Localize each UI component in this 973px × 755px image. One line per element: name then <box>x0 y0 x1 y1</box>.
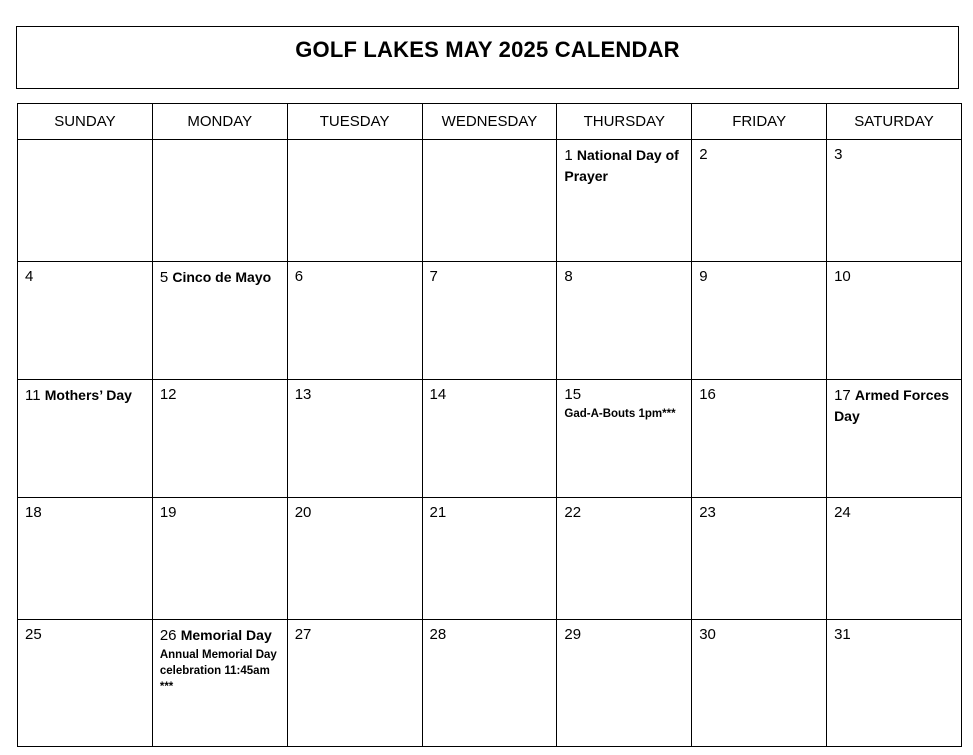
day-number: 16 <box>699 386 716 403</box>
event-label: National Day of Prayer <box>564 147 679 184</box>
day-number: 1 <box>564 147 573 164</box>
calendar-day-cell <box>18 498 153 620</box>
day-number: 28 <box>429 626 447 643</box>
calendar-week-row <box>18 498 962 620</box>
calendar-day-cell <box>18 620 153 747</box>
calendar-day-cell <box>18 262 153 380</box>
weekday-header: MONDAY <box>152 104 287 140</box>
page-title: GOLF LAKES MAY 2025 CALENDAR <box>295 37 680 62</box>
day-number: 30 <box>699 626 716 643</box>
calendar-day-cell <box>287 262 422 380</box>
calendar-week-row <box>18 620 962 747</box>
day-number: 20 <box>294 504 312 521</box>
day-number: 9 <box>699 268 708 285</box>
calendar-day-cell <box>692 620 827 747</box>
day-number: 19 <box>159 504 177 521</box>
calendar-day-cell <box>152 380 287 498</box>
calendar-day-cell <box>152 498 287 620</box>
calendar-day-cell <box>557 140 692 262</box>
calendar-day-cell <box>692 498 827 620</box>
day-number: 18 <box>25 504 42 521</box>
day-number: 27 <box>294 626 312 643</box>
title-box <box>16 26 959 89</box>
day-number: 23 <box>699 504 716 521</box>
calendar-day-cell <box>827 498 962 620</box>
calendar-day-cell <box>152 262 287 380</box>
event-detail: Annual Memorial Day celebration 11:45am *** <box>159 649 277 693</box>
calendar-weeks <box>18 140 962 747</box>
weekday-header: SATURDAY <box>827 104 962 140</box>
calendar-day-cell <box>692 140 827 262</box>
calendar-week-row <box>18 262 962 380</box>
calendar-day-cell <box>557 380 692 498</box>
calendar-week-row <box>18 140 962 262</box>
calendar-day-cell <box>692 380 827 498</box>
day-number: 5 <box>159 269 169 286</box>
calendar-day-cell <box>287 498 422 620</box>
day-number: 24 <box>834 504 851 521</box>
day-number: 31 <box>834 626 851 643</box>
calendar-day-cell <box>422 380 557 498</box>
day-number: 11 <box>25 387 41 404</box>
day-number: 14 <box>429 386 447 403</box>
day-number: 26 <box>159 627 177 644</box>
calendar-grid <box>17 103 962 747</box>
day-number: 21 <box>429 504 447 521</box>
day-number: 6 <box>294 268 304 285</box>
calendar-day-cell <box>827 140 962 262</box>
day-number: 4 <box>25 268 34 285</box>
day-number: 22 <box>564 504 582 521</box>
weekday-header: TUESDAY <box>287 104 422 140</box>
calendar-day-cell <box>422 140 557 262</box>
calendar-day-cell <box>152 140 287 262</box>
calendar-day-cell <box>287 140 422 262</box>
event-label: Armed Forces Day <box>834 387 950 424</box>
calendar-week-row <box>18 380 962 498</box>
day-number: 17 <box>834 387 851 404</box>
day-number: 10 <box>834 268 851 285</box>
calendar-day-cell <box>827 380 962 498</box>
day-number: 2 <box>699 146 708 163</box>
calendar-day-cell <box>152 620 287 747</box>
calendar-day-cell <box>422 620 557 747</box>
day-number: 13 <box>294 386 312 403</box>
weekday-header: SUNDAY <box>18 104 153 140</box>
calendar-day-cell <box>422 498 557 620</box>
day-number: 25 <box>25 626 42 643</box>
calendar-day-cell <box>557 498 692 620</box>
day-number: 3 <box>834 146 843 163</box>
event-detail: Gad-A-Bouts 1pm*** <box>564 408 676 420</box>
day-number: 7 <box>429 268 438 285</box>
calendar-day-cell <box>18 140 153 262</box>
calendar-day-cell <box>422 262 557 380</box>
calendar-day-cell <box>692 262 827 380</box>
calendar-day-cell <box>287 380 422 498</box>
day-number: 29 <box>564 626 582 643</box>
weekday-header: THURSDAY <box>557 104 692 140</box>
calendar-day-cell <box>557 262 692 380</box>
day-number: 8 <box>564 268 573 285</box>
event-label: Mothers’ Day <box>44 387 132 403</box>
weekday-header: FRIDAY <box>692 104 827 140</box>
calendar-day-cell <box>827 262 962 380</box>
event-label: Memorial Day <box>180 627 272 643</box>
calendar-day-cell <box>18 380 153 498</box>
day-number: 15 <box>564 386 582 403</box>
event-label: Cinco de Mayo <box>172 269 272 285</box>
weekday-header-row <box>18 104 962 140</box>
weekday-header: WEDNESDAY <box>422 104 557 140</box>
day-number: 12 <box>159 386 177 403</box>
calendar-day-cell <box>827 620 962 747</box>
calendar-day-cell <box>287 620 422 747</box>
calendar-day-cell <box>557 620 692 747</box>
